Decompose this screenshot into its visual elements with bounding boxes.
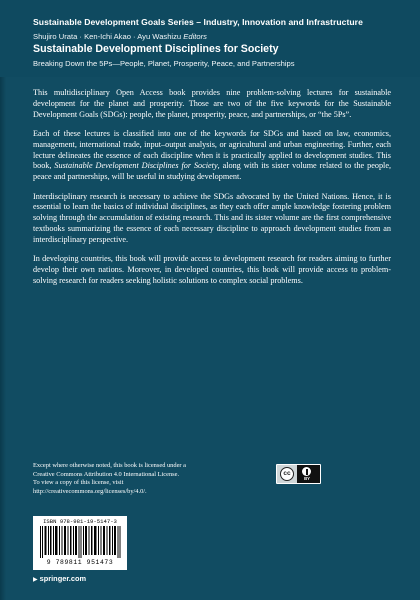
cover-header [0,0,420,77]
blurb-p2-book-title: Sustainable Development Disciplines for Society [54,161,218,171]
blurb-paragraph-4: In developing countries, this book will provide access to development research for readers aiming to further develop their own nations. Moreover, in developed countries, this book will provide access to problem-solving research for readers seeking holistic solutions to complex social problems. [33,254,391,285]
editors-role: Editors [183,32,207,41]
by-label: BY [304,476,310,481]
attribution-person-figure [306,469,308,475]
blurb-p2-part-b: , along with its sister volume related to the people, peace and partnerships, will be useful in studying development. [33,161,391,182]
barcode-bars [40,526,122,558]
blurb-p2-part-a: Each of these lectures is classified into one of the keywords for SDGs and based on law, economics, management, international trade, input–output analysis, or agricultural and urban engineering. Further, each lecture delineates the essence of each discipline when it is practically applied to development studies. This book, [33,128,391,171]
spine-edge [0,0,6,600]
isbn-barcode [33,516,127,570]
publisher-link[interactable] [33,574,86,583]
license-url[interactable]: http://creativecommons.org/licenses/by/4.0/. [33,487,147,495]
license-line-2: Creative Commons Attribution 4.0 International License. [33,470,180,478]
blurb-paragraph-2 [33,129,391,183]
arrow-right-icon: ▶ [33,577,38,583]
license-line-3: To view a copy of this license, visit [33,479,124,487]
cc-icon: cc [280,467,294,481]
blurb-paragraph-3: Interdisciplinary research is necessary to achieve the SDGs advocated by the United Nations. Hence, it is essential to learn the basics of individual disciplines, as they each offer ample knowledge fostering problem solving through the accumulation of existing research. This and its sister volume are the first comprehensive textbooks summarizing the essence of each necessary discipline to approach development studies from an interdisciplinary perspective. [33,191,391,244]
barcode-digits: 9 789811 951473 [46,559,114,566]
book-title: Sustainable Development Disciplines for Society [33,43,279,55]
book-subtitle: Breaking Down the 5Ps—People, Planet, Prosperity, Peace, and Partnerships [33,59,295,68]
series-title: Sustainable Development Goals Series – Industry, Innovation and Infrastructure [33,17,363,27]
editor-names: Shujiro Urata · Ken-Ichi Akao · Ayu Washizu [33,32,182,41]
by-icon [297,465,320,483]
cc-by-badge [276,464,321,484]
isbn-label: ISBN 978-981-19-5147-3 [43,518,117,525]
license-notice [33,462,253,496]
editors-line [33,32,207,41]
publisher-url: springer.com [39,574,87,583]
license-line-1: Except where otherwise noted, this book is licensed under a [33,462,186,469]
blurb-paragraph-1: This multidisciplinary Open Access book provides nine problem-solving lectures for sustainable development for the planet and prosperity. Those are two of the five keywords for the Sustainable Development Goals (SDGs): people, the planet, prosperity, peace, and partnerships, or “the 5Ps”. [33,88,391,119]
blurb [33,88,391,295]
